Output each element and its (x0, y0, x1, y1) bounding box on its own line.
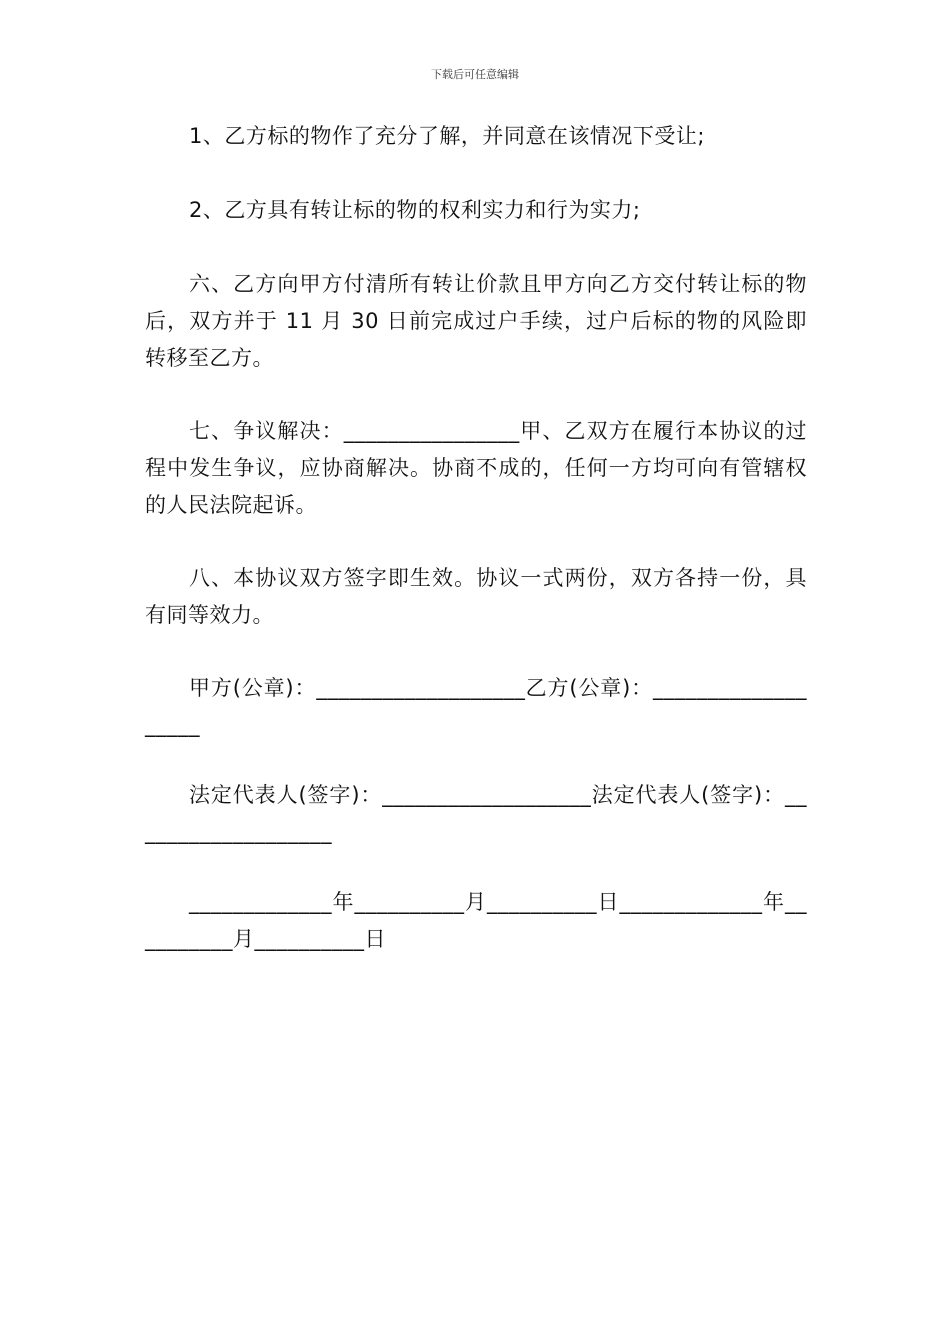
clause-seven-dispute: 七、争议解决：________________甲、乙双方在履行本协议的过程中发生争议，应协商解决。协商不成的，任何一方均可向有管辖权的人民法院起诉。 (145, 419, 807, 517)
date-line: _____________年__________月__________日_____________年__________月__________日 (145, 890, 807, 951)
clause-item-2: 2、乙方具有转让标的物的权利实力和行为实力; (189, 198, 641, 222)
page-header-note: 下载后可任意编辑 (431, 68, 519, 81)
clause-six: 六、乙方向甲方付清所有转让价款且甲方向乙方交付转让标的物后，双方并于 11 月 30 日前完成过户手续，过户后标的物的风险即转移至乙方。 (145, 272, 807, 370)
signature-seal-line: 甲方(公章)：___________________乙方(公章)：___________________ (145, 676, 807, 737)
document-body (145, 118, 807, 991)
legal-representative-line: 法定代表人(签字)：___________________法定代表人(签字)：___________________ (145, 783, 807, 844)
clause-eight-effect: 八、本协议双方签字即生效。协议一式两份，双方各持一份，具有同等效力。 (145, 566, 807, 627)
clause-item-1: 1、乙方标的物作了充分了解，并同意在该情况下受让; (189, 124, 705, 148)
